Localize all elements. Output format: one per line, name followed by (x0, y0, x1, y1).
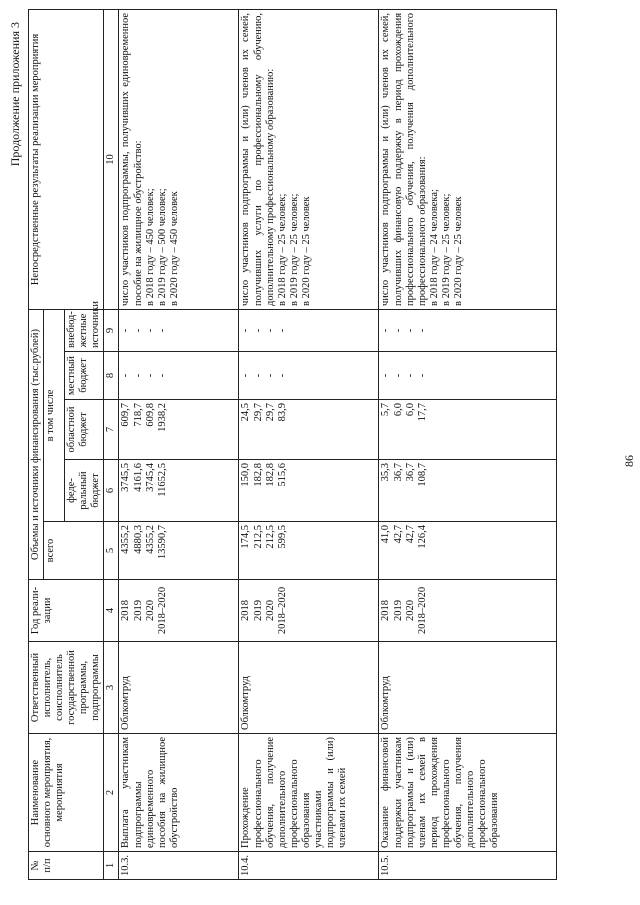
local-value: - (252, 373, 264, 378)
total-value: 174,5 (240, 525, 252, 549)
executor: Облкомтруд (119, 642, 239, 734)
result-text: число участников подпрограммы и (или) членов их семей, получивших услуги по профессиональному обучению, дополнительному профессиональному образованию: (240, 12, 276, 306)
federal-value: 182,8 (252, 463, 264, 487)
year-value: 2019 (132, 600, 144, 621)
col-number: 2 (104, 734, 119, 852)
local-value: - (392, 373, 404, 378)
total-cell (239, 522, 379, 580)
col-number: 3 (104, 642, 119, 734)
federal-value: 3745,5 (120, 463, 132, 492)
measure-name: Выплата участникам подпрограммы единовременного пособия на жилищное обустройство (119, 734, 239, 852)
regional-value: 29,7 (264, 403, 276, 422)
extrabudget-value: - (264, 328, 276, 333)
column-number-row (104, 9, 119, 879)
result-year: в 2018 году – 25 человек; (276, 193, 288, 306)
measures-table (28, 9, 557, 880)
federal-cell (379, 460, 557, 522)
federal-cell (239, 460, 379, 522)
year-value: 2020 (144, 600, 156, 621)
local-cell (119, 352, 239, 400)
total-value: 42,7 (404, 525, 416, 544)
extrabudget-cell (239, 309, 379, 351)
federal-value: 3745,4 (144, 463, 156, 492)
header-year: Год реали-зации (29, 580, 104, 642)
year-value: 2018 (240, 600, 252, 621)
table-row (379, 9, 557, 879)
extrabudget-value: - (252, 328, 264, 333)
col-number: 1 (104, 852, 119, 880)
result-year: в 2018 году – 24 человека; (428, 189, 440, 306)
result-cell (379, 9, 557, 309)
local-cell (379, 352, 557, 400)
result-text: число участников подпрограммы и (или) членов их семей, получивших финансовую поддержку в период прохождения профессионального обучения, получения дополнительного профессионального образования: (380, 12, 428, 306)
table-row (239, 9, 379, 879)
total-value: 4355,2 (120, 525, 132, 554)
regional-value: 6,0 (404, 403, 416, 417)
total-value: 4355,2 (144, 525, 156, 554)
regional-value: 24,5 (240, 403, 252, 422)
regional-value: 718,7 (132, 403, 144, 427)
regional-cell (119, 400, 239, 460)
col-number: 6 (104, 460, 119, 522)
federal-value: 35,3 (380, 463, 392, 482)
local-value: - (156, 373, 168, 378)
header-executor: Ответственный исполнитель, соисполнитель государственной программы, подпрограммы (29, 642, 104, 734)
executor: Облкомтруд (379, 642, 557, 734)
col-number: 10 (104, 9, 119, 309)
row-number: 10.4. (239, 852, 379, 880)
local-value: - (240, 373, 252, 378)
extrabudget-value: - (156, 328, 168, 333)
result-year: в 2020 году – 25 человек (452, 196, 464, 306)
federal-value: 11652,5 (156, 463, 168, 497)
col-number: 4 (104, 580, 119, 642)
total-value: 126,4 (416, 525, 428, 549)
total-value: 599,5 (276, 525, 288, 549)
local-value: - (380, 373, 392, 378)
local-value: - (120, 373, 132, 378)
regional-value: 1938,2 (156, 403, 168, 432)
header-name: Наименование основного мероприятия, мероприятия (29, 734, 104, 852)
total-value: 13590,7 (156, 525, 168, 560)
result-year: в 2019 году – 25 человек; (440, 193, 452, 306)
year-value: 2018 (120, 600, 132, 621)
total-value: 42,7 (392, 525, 404, 544)
local-value: - (264, 373, 276, 378)
measure-name: Прохождение профессионального обучения, получение дополнительного профессионального образования участниками подпрограммы и (или) членами их семей (239, 734, 379, 852)
result-year: в 2020 году – 25 человек (300, 196, 312, 306)
extrabudget-value: - (144, 328, 156, 333)
extrabudget-value: - (404, 328, 416, 333)
federal-value: 515,6 (276, 463, 288, 487)
result-year: в 2019 году – 25 человек; (288, 193, 300, 306)
extrabudget-value: - (132, 328, 144, 333)
year-value: 2018 (380, 600, 392, 621)
result-year: в 2018 году – 450 человек; (144, 188, 156, 306)
table-row (119, 9, 239, 879)
header-funding: Объемы и источники финансирования (тыс.рублей) (29, 309, 44, 579)
col-number: 5 (104, 522, 119, 580)
year-value: 2018–2020 (156, 586, 168, 635)
local-value: - (144, 373, 156, 378)
regional-value: 17,7 (416, 403, 428, 422)
header-total: всего (44, 522, 104, 580)
federal-cell (119, 460, 239, 522)
result-year: в 2019 году – 500 человек; (156, 188, 168, 306)
header-extrabudget: внебюд-жетные источники (65, 309, 104, 351)
year-value: 2020 (264, 600, 276, 621)
total-value: 4880,3 (132, 525, 144, 554)
extrabudget-value: - (416, 328, 428, 333)
regional-cell (239, 400, 379, 460)
col-number: 9 (104, 309, 119, 351)
extrabudget-cell (379, 309, 557, 351)
federal-value: 36,7 (404, 463, 416, 482)
year-value: 2019 (392, 600, 404, 621)
year-value: 2020 (404, 600, 416, 621)
year-value: 2018–2020 (276, 586, 288, 635)
local-value: - (132, 373, 144, 378)
result-text: число участников подпрограммы, получивших единовременное пособие на жилищное обустройство: (120, 12, 144, 306)
total-cell (119, 522, 239, 580)
header-including: в том числе (44, 309, 65, 521)
extrabudget-cell (119, 309, 239, 351)
federal-value: 36,7 (392, 463, 404, 482)
row-number: 10.5. (379, 852, 557, 880)
page-number: 86 (622, 455, 636, 467)
year-value: 2018–2020 (416, 586, 428, 635)
extrabudget-value: - (392, 328, 404, 333)
federal-value: 4161,6 (132, 463, 144, 492)
col-number: 7 (104, 400, 119, 460)
total-cell (379, 522, 557, 580)
regional-value: 609,7 (120, 403, 132, 427)
row-number: 10.3. (119, 852, 239, 880)
local-value: - (416, 373, 428, 378)
header-num: № п/п (29, 852, 104, 880)
years-cell (379, 580, 557, 642)
federal-value: 182,8 (264, 463, 276, 487)
regional-value: 29,7 (252, 403, 264, 422)
header-regional: областной бюджет (65, 400, 104, 460)
federal-value: 108,7 (416, 463, 428, 487)
result-cell (239, 9, 379, 309)
result-cell (119, 9, 239, 309)
regional-cell (379, 400, 557, 460)
total-value: 212,5 (264, 525, 276, 549)
header-federal: феде-ральный бюджет (65, 460, 104, 522)
result-year: в 2020 году – 450 человек (168, 191, 180, 306)
regional-value: 5,7 (380, 403, 392, 417)
header-local: местный бюджет (65, 352, 104, 400)
extrabudget-value: - (276, 328, 288, 333)
local-cell (239, 352, 379, 400)
regional-value: 609,8 (144, 403, 156, 427)
extrabudget-value: - (240, 328, 252, 333)
total-value: 41,0 (380, 525, 392, 544)
total-value: 212,5 (252, 525, 264, 549)
regional-value: 83,9 (276, 403, 288, 422)
measure-name: Оказание финансовой поддержки участникам подпрограммы и (или) членам их семей в период прохождения профессионального обучения, получения дополнительного профессионального образования (379, 734, 557, 852)
federal-value: 150,0 (240, 463, 252, 487)
header-results: Непосредственные результаты реализации мероприятия (29, 9, 104, 309)
col-number: 8 (104, 352, 119, 400)
years-cell (239, 580, 379, 642)
local-value: - (276, 373, 288, 378)
continuation-note: Продолжение приложения 3 (8, 22, 22, 167)
local-value: - (404, 373, 416, 378)
years-cell (119, 580, 239, 642)
extrabudget-value: - (120, 328, 132, 333)
regional-value: 6,0 (392, 403, 404, 417)
year-value: 2019 (252, 600, 264, 621)
executor: Облкомтруд (239, 642, 379, 734)
extrabudget-value: - (380, 328, 392, 333)
